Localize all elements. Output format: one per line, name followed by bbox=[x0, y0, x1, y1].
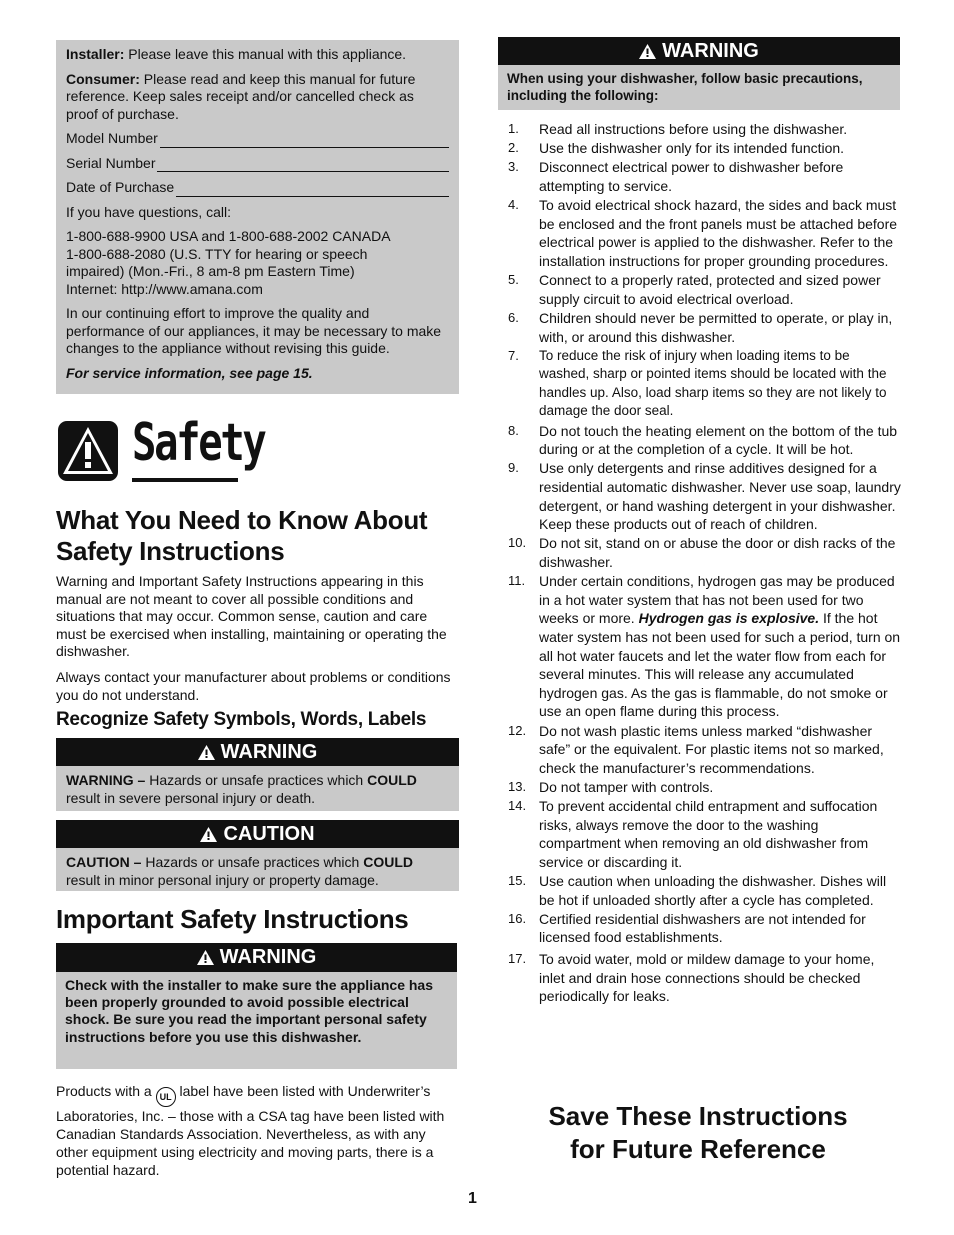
know-paragraph-2: Always contact your manufacturer about problems or conditions you do not understand. bbox=[56, 669, 451, 703]
list-item: 12. Do not wash plastic items unless marked “dishwasher safe” or the equivalent. For plastic items not so marked, check the manufacturer’s recommendations. bbox=[508, 722, 884, 776]
questions-text: If you have questions, call: bbox=[66, 203, 231, 220]
save-instructions-heading: Save These Instructions for Future Reference bbox=[548, 1101, 848, 1164]
ul-csa-listing-paragraph: Products with a UL label have been listed with Underwriter’s Laboratories, Inc. – those with a CSA tag have been listed with Canadian Standards Association. Nevertheless, as with any other equipment using electricity and moving parts, there is a potential hazard. bbox=[56, 1083, 445, 1178]
list-item: 5. Connect to a properly rated, protected and sized power supply circuit to avoid electrical overload. bbox=[508, 272, 881, 307]
recognize-symbols-heading: Recognize Safety Symbols, Words, Labels bbox=[56, 709, 427, 730]
page-number: 1 bbox=[468, 1190, 477, 1207]
grounding-warning-banner: WARNING bbox=[56, 943, 457, 972]
grounding-warning-text: Check with the installer to make sure the appliance has been properly grounded to avoid possible electrical shock. Be sure you read the important personal safety instructions before you use this dishwasher. bbox=[56, 972, 457, 1069]
warning-triangle-icon bbox=[198, 745, 215, 760]
list-item: 2. Use the dishwasher only for its intended function. bbox=[508, 140, 845, 157]
serial-number-field: Serial Number bbox=[66, 155, 449, 173]
ul-listed-icon: UL bbox=[156, 1087, 176, 1107]
service-info-note: For service information, see page 15. bbox=[66, 364, 313, 381]
warning-triangle-icon bbox=[197, 950, 214, 965]
website-link[interactable]: Internet: http://www.amana.com bbox=[66, 280, 263, 297]
caution-banner: CAUTION bbox=[56, 820, 459, 848]
safety-alert-icon bbox=[57, 420, 119, 482]
warning-definition-box bbox=[56, 738, 459, 811]
grounding-warning-box bbox=[56, 943, 457, 1069]
precautions-warning-text: When using your dishwasher, follow basic precautions, including the following: bbox=[498, 65, 900, 110]
know-paragraph-1: Warning and Important Safety Instructions appearing in this manual are not meant to cover all possible conditions and situations that may occur. Common sense, caution and care must be exercised when installing, maintaining or operating the dishwasher. bbox=[56, 573, 447, 659]
know-about-safety-heading: What You Need to Know About Safety Instructions bbox=[56, 505, 428, 566]
list-item: 11. Under certain conditions, hydrogen gas may be produced in a hot water system that has not been used for two weeks or more. Hydrogen gas is explosive. If the hot water system has not been used for such a period, turn on all hot water faucets and let the water flow from each for several minutes. This will release any accumulated hydrogen gas. As the gas is flammable, do not smoke or use an open flame during this process. bbox=[508, 573, 901, 720]
list-item: 6. Children should never be permitted to operate, or play in, with, or around this dishwasher. bbox=[508, 309, 893, 345]
contact-info: 1-800-688-9900 USA and 1-800-688-2002 CANADA 1-800-688-2080 (U.S. TTY for hearing or speech impaired) (Mon.-Fri., 8 am-8 pm Eastern Time) Internet: http://www.amana.com bbox=[66, 228, 391, 297]
date-of-purchase-field: Date of Purchase bbox=[66, 179, 449, 197]
safety-title-underline bbox=[132, 478, 238, 482]
list-item: 4. To avoid electrical shock hazard, the sides and back must be enclosed and the front panels must be attached before electrical power is applied to the dishwasher. Refer to the installation instructions for proper grounding procedures. bbox=[508, 197, 898, 269]
installer-note: Installer: Please leave this manual with this appliance. bbox=[66, 46, 407, 62]
list-item: 13. Do not tamper with controls. bbox=[508, 778, 714, 795]
list-item: 10. Do not sit, stand on or abuse the door or dish racks of the dishwasher. bbox=[508, 535, 896, 570]
list-item: 3. Disconnect electrical power to dishwasher before attempting to service. bbox=[508, 159, 844, 194]
improvement-note: In our continuing effort to improve the quality and performance of our appliances, it may be necessary to make changes to the appliance without revising this guide. bbox=[66, 305, 442, 356]
list-item: 9. Use only detergents and rinse additives designed for a residential automatic dishwasher. Never use soap, laundry detergent, or hand washing detergent in your dishwasher. Keep these products out of reach of children. bbox=[508, 460, 901, 533]
consumer-note: Consumer: Please read and keep this manual for future reference. Keep sales receipt and/or cancelled check as proof of purchase. bbox=[66, 70, 416, 122]
installer-info-box bbox=[56, 40, 459, 394]
list-item: 17. To avoid water, mold or mildew damage to your home, inlet and drain hose connections should be checked periodically for leaks. bbox=[508, 951, 875, 1005]
safety-title: Safety bbox=[132, 413, 265, 473]
list-item: 14. To prevent accidental child entrapment and suffocation risks, always remove the door to the washing compartment when removing an old dishwasher from service or discarding it. bbox=[508, 798, 878, 870]
warning-banner: WARNING bbox=[56, 738, 459, 766]
dishwasher-precautions-warning-box bbox=[498, 37, 900, 110]
model-number-field: Model Number bbox=[66, 130, 449, 148]
precautions-warning-banner: WARNING bbox=[498, 37, 900, 65]
important-safety-heading: Important Safety Instructions bbox=[56, 904, 409, 934]
warning-triangle-icon bbox=[639, 44, 656, 59]
list-item: 1. Read all instructions before using the dishwasher. bbox=[508, 121, 848, 137]
list-item: 8. Do not touch the heating element on the bottom of the tub during or at the completion of a cycle. It will be hot. bbox=[508, 422, 898, 458]
caution-triangle-icon bbox=[200, 827, 217, 842]
safety-instructions-list bbox=[508, 120, 902, 1006]
list-item: 16. Certified residential dishwashers are not intended for licensed food establishments. bbox=[508, 910, 866, 946]
caution-definition-text: CAUTION – Hazards or unsafe practices which COULD result in minor personal injury or property damage. bbox=[56, 848, 459, 891]
list-item: 15. Use caution when unloading the dishwasher. Dishes will be hot if unloaded shortly after a cycle has completed. bbox=[508, 873, 887, 908]
caution-definition-box bbox=[56, 820, 459, 891]
warning-definition-text: WARNING – Hazards or unsafe practices which COULD result in severe personal injury or death. bbox=[56, 766, 459, 811]
list-item: 7. To reduce the risk of injury when loading items to be washed, sharp or pointed items should be located with the handles up. Also, load sharp items so they are not likely to damage the door seal. bbox=[508, 347, 887, 419]
